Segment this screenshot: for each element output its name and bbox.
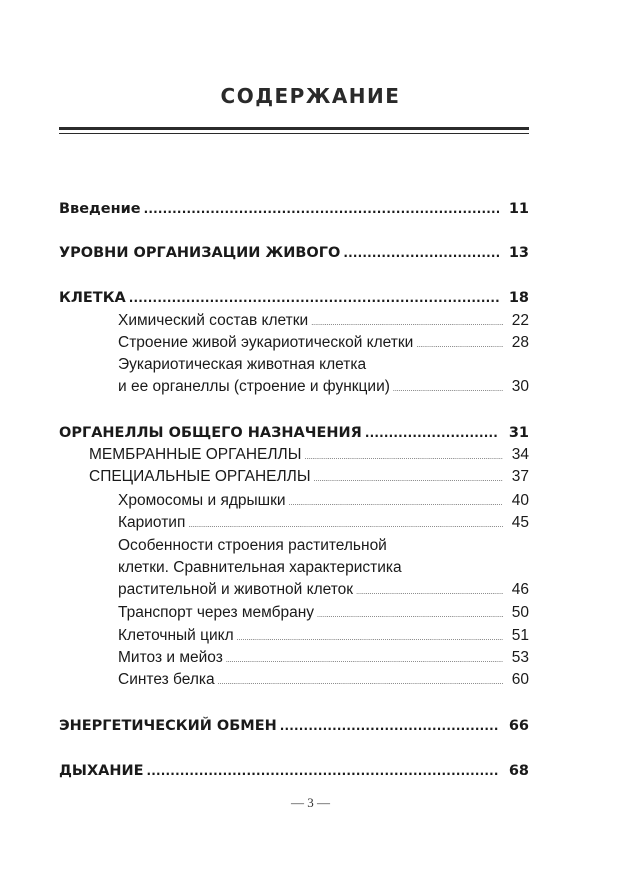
toc-entry-label: растительной и животной клеток (118, 581, 354, 598)
toc-entry-page: 30 (511, 378, 529, 395)
toc-entry-page: 53 (511, 649, 529, 666)
toc-entry-page: 60 (511, 671, 529, 688)
toc-entry-label: Введение (59, 201, 141, 217)
toc-entry-label-line: Эукариотическая животная клетка (118, 356, 367, 373)
toc-entry-page: 51 (511, 627, 529, 644)
dot-leader (144, 198, 499, 220)
toc-entry-page: 66 (508, 718, 529, 734)
toc-entry-label-line: клетки. Сравнительная характеристика (118, 559, 402, 576)
toc-entry-page: 40 (511, 492, 529, 509)
toc-entry-page: 13 (508, 245, 529, 261)
toc-entry-label: СПЕЦИАЛЬНЫЕ ОРГАНЕЛЛЫ (89, 468, 311, 485)
toc-entry-label: Синтез белка (118, 671, 215, 688)
toc-entry-label: ДЫХАНИЕ (59, 763, 144, 779)
toc-entry-label-line: Особенности строения растительной (118, 537, 387, 554)
toc-entry-label: ОРГАНЕЛЛЫ ОБЩЕГО НАЗНАЧЕНИЯ (59, 425, 362, 441)
dot-leader (314, 466, 503, 491)
toc-entry-page: 50 (511, 604, 529, 621)
toc-entry-label: КЛЕТКА (59, 290, 126, 306)
dot-leader (188, 512, 503, 537)
toc-entry-label: УРОВНИ ОРГАНИЗАЦИИ ЖИВОГО (59, 245, 341, 261)
page-title: СОДЕРЖАНИЕ (220, 84, 401, 108)
toc-entry-page: 46 (511, 581, 529, 598)
toc-entry-label: Кариотип (118, 514, 186, 531)
toc-entry-label: Химический состав клетки (118, 312, 309, 329)
toc-entry-page: 45 (511, 514, 529, 531)
toc-entry-label: Клеточный цикл (118, 627, 234, 644)
toc-entry-page: 31 (508, 425, 529, 441)
toc-entry-label: Хромосомы и ядрышки (118, 492, 286, 509)
toc-entry-label: ЭНЕРГЕТИЧЕСКИЙ ОБМЕН (59, 718, 277, 734)
toc-entry-page: 22 (511, 312, 529, 329)
dot-leader (147, 760, 499, 782)
dot-leader (218, 669, 503, 694)
toc-entry-label: Строение живой эукариотической клетки (118, 334, 414, 351)
dot-leader (129, 287, 499, 309)
toc-entry-page: 37 (511, 468, 529, 485)
toc-entry-page: 18 (508, 290, 529, 306)
toc-entry-label: МЕМБРАННЫЕ ОРГАНЕЛЛЫ (89, 446, 302, 463)
toc-entry-page: 11 (508, 201, 529, 217)
dot-leader (317, 602, 503, 627)
dot-leader (365, 422, 499, 444)
toc-entry-page: 28 (511, 334, 529, 351)
toc-entry-label: Транспорт через мембрану (118, 604, 315, 621)
toc-entry-page: 68 (508, 763, 529, 779)
dot-leader (356, 579, 503, 604)
dot-leader (280, 715, 499, 737)
toc-entry-label: и ее органеллы (строение и функции) (118, 378, 390, 395)
toc-entry-label: Митоз и мейоз (118, 649, 223, 666)
toc-entry-page: 34 (511, 446, 529, 463)
dot-leader (393, 376, 503, 401)
page-number: — 3 — (291, 795, 330, 810)
dot-leader (343, 242, 499, 264)
